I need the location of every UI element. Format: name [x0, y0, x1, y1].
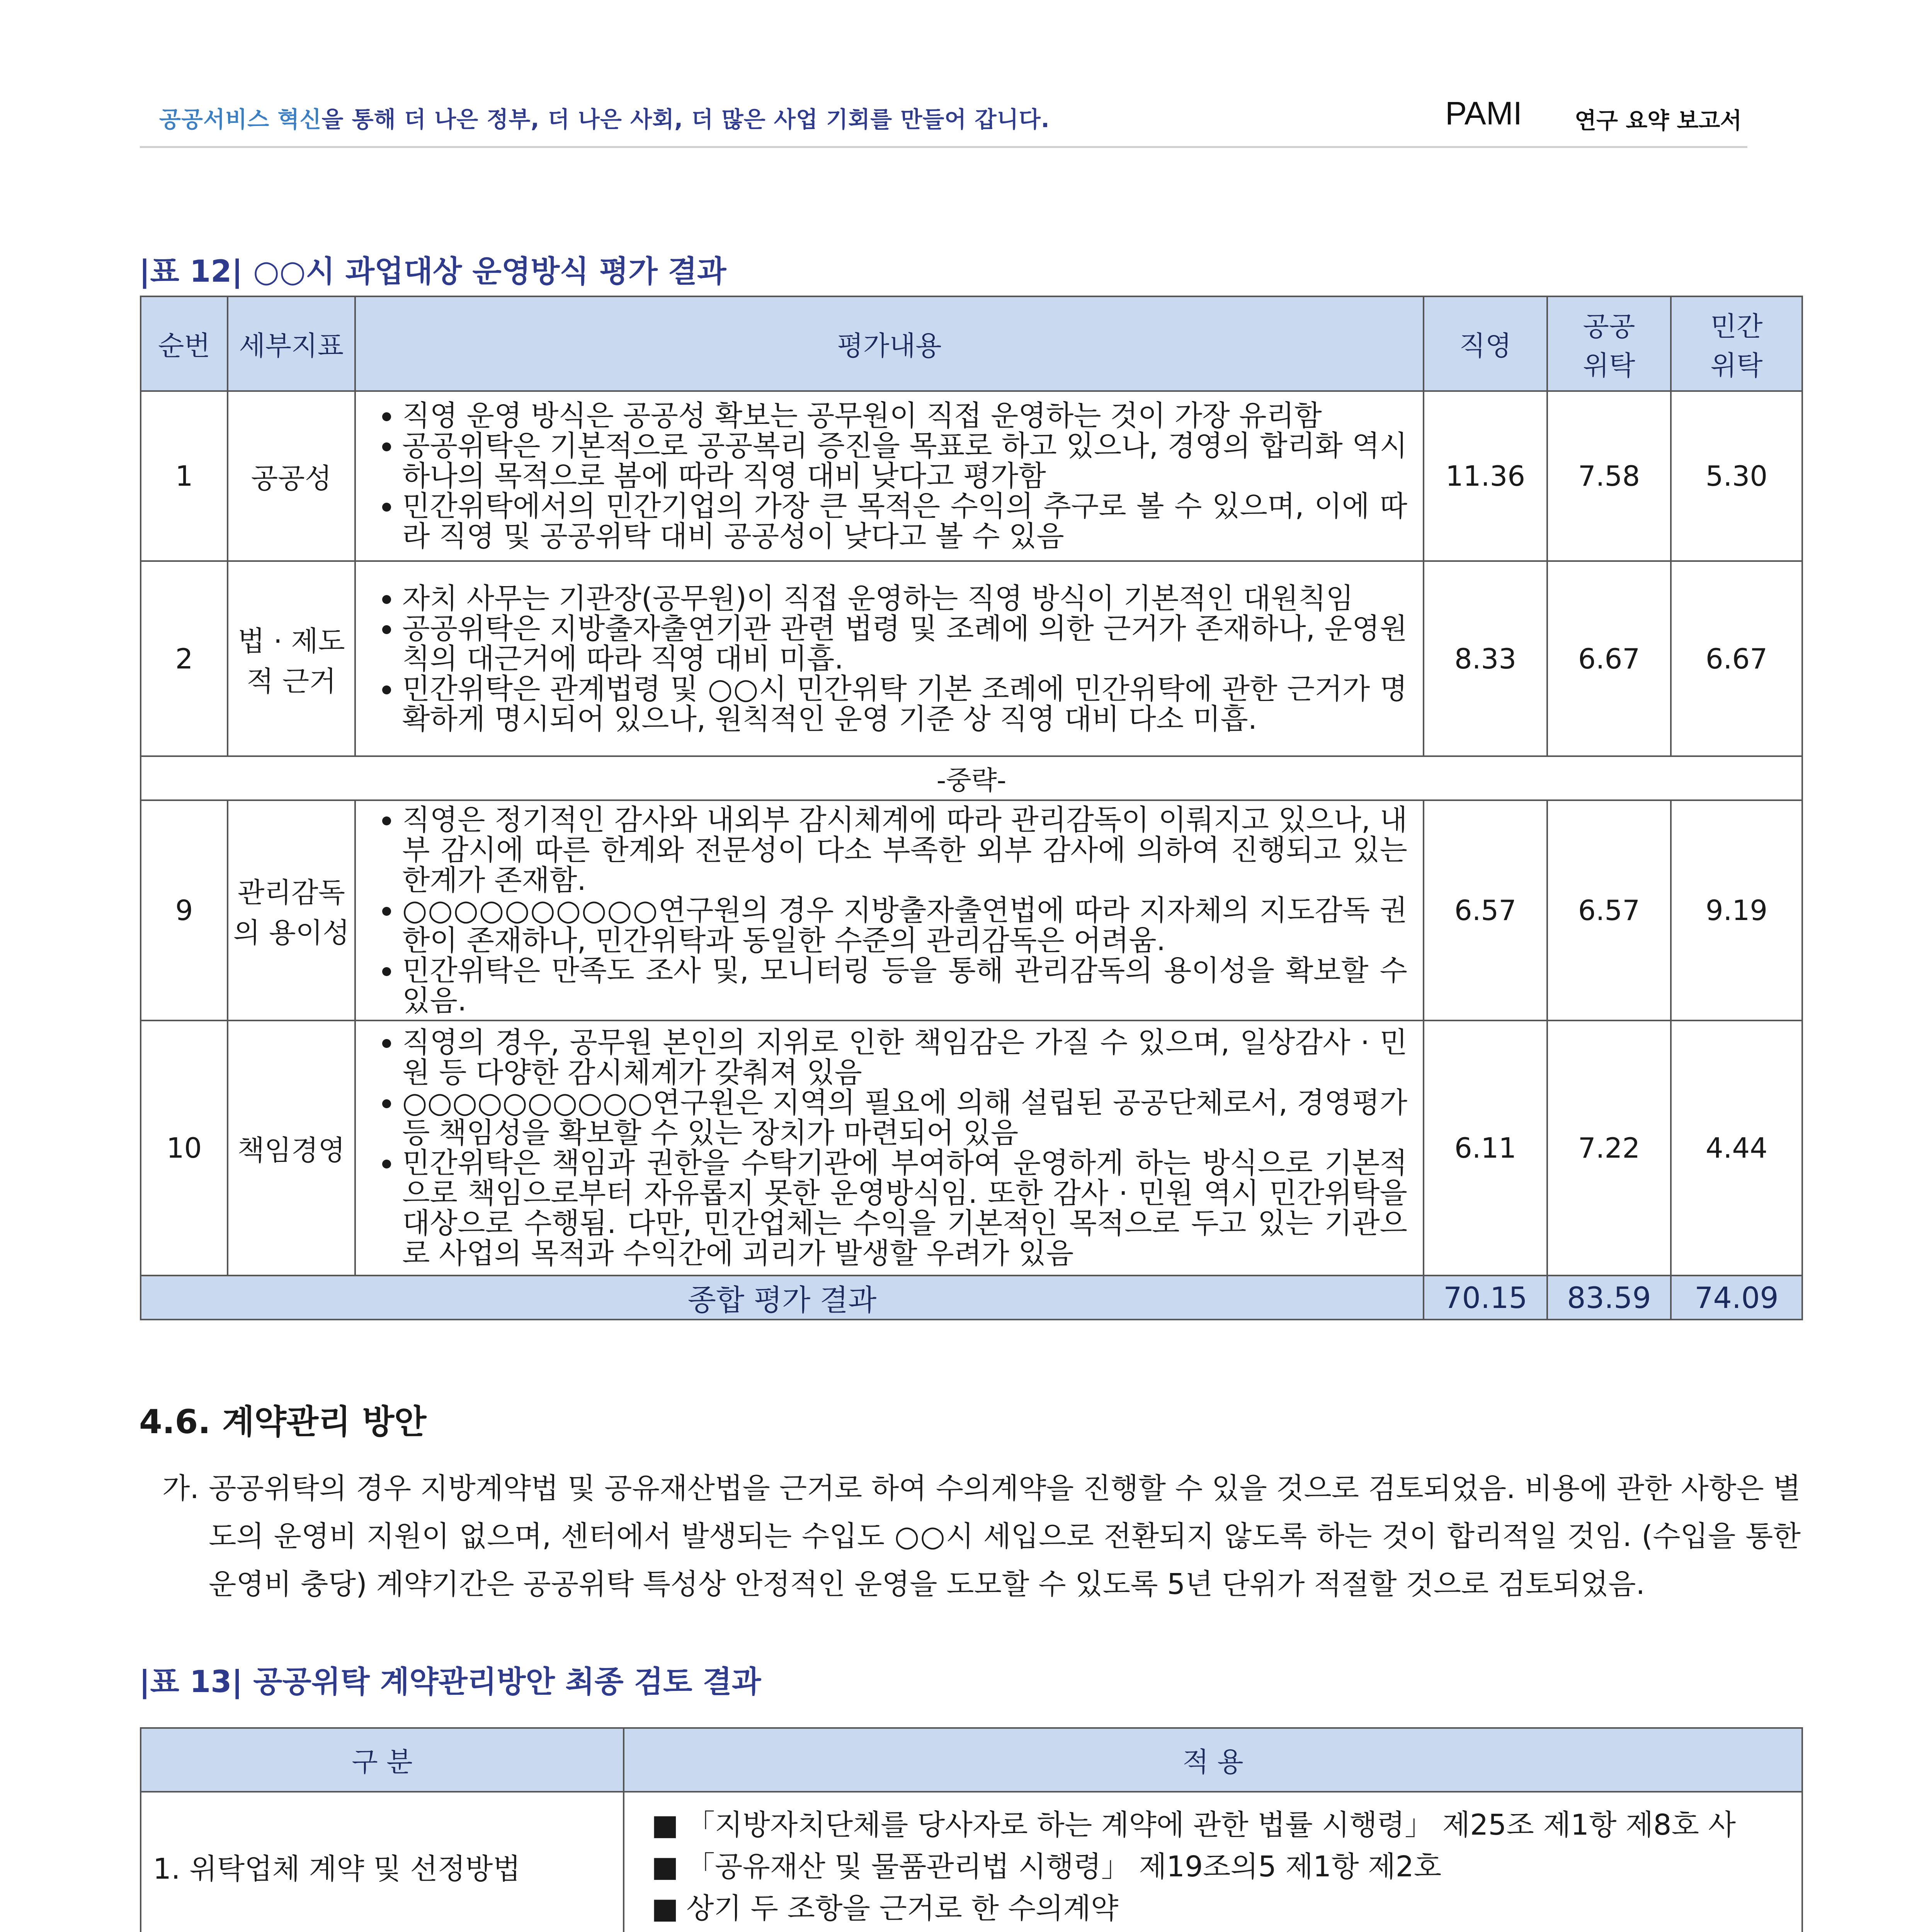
row-no: 9 [141, 800, 228, 1020]
content-bullet: • ○○○○○○○○○○연구원의 경우 지방출자출연법에 따라 지자체의 지도감독 권한이 존재하나, 민간위탁과 동일한 수준의 관리감독은 어려움. [402, 895, 1407, 956]
total-private: 74.09 [1671, 1276, 1802, 1320]
row-label: 1. 위탁업체 계약 및 선정방법 [141, 1792, 624, 1932]
table-row [141, 561, 1802, 756]
row-no: 2 [141, 561, 228, 756]
content-bullet: • 공공위탁은 기본적으로 공공복리 증진을 목표로 하고 있으나, 경영의 합리화 역시 하나의 목적으로 봄에 따라 직영 대비 낮다고 평가함 [402, 431, 1407, 491]
table12 [140, 296, 1803, 1320]
detail-bullet: ■ 상기 두 조항을 근거로 한 수의계약 [640, 1888, 1790, 1929]
score-public: 6.57 [1547, 800, 1671, 1020]
score-direct: 6.57 [1424, 800, 1547, 1020]
header-tagline [159, 101, 1050, 134]
score-public: 7.58 [1547, 391, 1671, 561]
row-indicator: 법 · 제도적 근거 [228, 561, 355, 756]
content-bullet: • 직영의 경우, 공무원 본인의 지위로 인한 책임감은 가질 수 있으며, 일상감사 · 민원 등 다양한 감시체계가 갖춰져 있음 [402, 1027, 1407, 1088]
item-marker: 가. [162, 1472, 199, 1505]
row-content [355, 800, 1424, 1020]
content-bullet: • ○○○○○○○○○○연구원은 지역의 필요에 의해 설립된 공공단체로서, 경영평가 등 책임성을 확보할 수 있는 장치가 마련되어 있음 [402, 1088, 1407, 1148]
th-direct: 직영 [1424, 296, 1547, 391]
th-no: 순번 [141, 296, 228, 391]
content-bullet: • 직영은 정기적인 감사와 내외부 감시체계에 따라 관리감독이 이뤄지고 있으나, 내부 감시에 따른 한계와 전문성이 다소 부족한 외부 감사에 의하여 진행되고 있는 한계가 존재함. [402, 805, 1407, 895]
table-row [141, 1792, 1802, 1932]
square-bullet-icon: ■ [651, 1892, 679, 1925]
table13-caption: |표 13| 공공위탁 계약관리방안 최종 검토 결과 [139, 1665, 761, 1699]
score-public: 7.22 [1547, 1020, 1671, 1276]
row-indicator: 공공성 [228, 391, 355, 561]
th-indicator: 세부지표 [228, 296, 355, 391]
row-indicator: 책임경영 [228, 1020, 355, 1276]
table13-header-row [141, 1728, 1802, 1792]
paragraph-body: 공공위탁의 경우 지방계약법 및 공유재산법을 근거로 하여 수의계약을 진행할 수 있을 것으로 검토되었음. 비용에 관한 사항은 별도의 운영비 지원이 없으며, 센터에서 발생되는 수입도 ○○시 세입으로 전환되지 않도록 하는 것이 합리적일 것임. (수입을 통한 운영비 충당) 계약기간은 공공위탁 특성상 안정적인 운영을 도모할 수 있도록 5년 단위가 적절할 것으로 검토되었음. [209, 1472, 1801, 1601]
detail-bullet: ■ 「지방자치단체를 당사자로 하는 계약에 관한 법률 시행령」 제25조 제1항 제8호 사 [640, 1804, 1790, 1846]
score-private: 5.30 [1671, 391, 1802, 561]
content-bullet: • 공공위탁은 지방출자출연기관 관련 법령 및 조례에 의한 근거가 존재하나, 운영원칙의 대근거에 따라 직영 대비 미흡. [402, 614, 1407, 674]
table-row [141, 391, 1802, 561]
content-bullet: • 민간위탁에서의 민간기업의 가장 큰 목적은 수익의 추구로 볼 수 있으며, 이에 따라 직영 및 공공위탁 대비 공공성이 낮다고 볼 수 있음 [402, 491, 1407, 551]
score-public: 6.67 [1547, 561, 1671, 756]
content-bullet: • 자치 사무는 기관장(공무원)이 직접 운영하는 직영 방식이 기본적인 대원칙임 [402, 583, 1407, 614]
table-row [141, 1020, 1802, 1276]
row-no: 10 [141, 1020, 228, 1276]
score-direct: 8.33 [1424, 561, 1547, 756]
content-bullet: • 직영 운영 방식은 공공성 확보는 공무원이 직접 운영하는 것이 가장 유리함 [402, 401, 1407, 431]
score-private: 4.44 [1671, 1020, 1802, 1276]
table12-header-row [141, 296, 1802, 391]
row-content [355, 1020, 1424, 1276]
content-bullet: • 민간위탁은 만족도 조사 및, 모니터링 등을 통해 관리감독의 용이성을 확보할 수 있음. [402, 956, 1407, 1016]
table13 [140, 1727, 1803, 1932]
omitted-note: -중략- [141, 756, 1802, 800]
table-row-omitted [141, 756, 1802, 800]
th-content: 평가내용 [355, 296, 1424, 391]
row-indicator: 관리감독의 용이성 [228, 800, 355, 1020]
row-content [355, 391, 1424, 561]
square-bullet-icon: ■ [651, 1808, 679, 1842]
row-no: 1 [141, 391, 228, 561]
row-detail [624, 1792, 1802, 1932]
table12-total-row [141, 1276, 1802, 1320]
total-label: 종합 평가 결과 [141, 1276, 1424, 1320]
th-private: 민간 위탁 [1671, 296, 1802, 391]
table-row [141, 800, 1802, 1020]
section-paragraph [162, 1464, 1801, 1608]
total-direct: 70.15 [1424, 1276, 1547, 1320]
score-private: 6.67 [1671, 561, 1802, 756]
square-bullet-icon: ■ [651, 1850, 679, 1883]
content-bullet: • 민간위탁은 책임과 권한을 수탁기관에 부여하여 운영하게 하는 방식으로 기본적으로 책임으로부터 자유롭지 못한 운영방식임. 또한 감사 · 민원 역시 민간위탁을 대상으로 수행됨. 다만, 민간업체는 수익을 기본적인 목적으로 두고 있는 기관으로 사업의 목적과 수익간에 괴리가 발생할 우려가 있음 [402, 1148, 1407, 1269]
section-title: 4.6. 계약관리 방안 [139, 1403, 427, 1441]
row-content [355, 561, 1424, 756]
detail-bullet: ■ 「공유재산 및 물품관리법 시행령」 제19조의5 제1항 제2호 [640, 1846, 1790, 1888]
content-bullet: • 민간위탁은 관계법령 및 ○○시 민간위탁 기본 조례에 민간위탁에 관한 근거가 명확하게 명시되어 있으나, 원칙적인 운영 기준 상 직영 대비 다소 미흡. [402, 674, 1407, 734]
score-private: 9.19 [1671, 800, 1802, 1020]
th-category: 구 분 [141, 1728, 624, 1792]
th-public: 공공 위탁 [1547, 296, 1671, 391]
th-application: 적 용 [624, 1728, 1802, 1792]
header-divider [140, 146, 1747, 148]
header-report-type: 연구 요약 보고서 [1575, 107, 1742, 134]
table12-caption: |표 12| ○○시 과업대상 운영방식 평가 결과 [139, 254, 726, 289]
tagline-highlight: 공공서비스 혁신 [159, 106, 322, 133]
header-brand: PAMI [1445, 95, 1522, 131]
total-public: 83.59 [1547, 1276, 1671, 1320]
tagline-rest: 을 통해 더 나은 정부, 더 나은 사회, 더 많은 사업 기회를 만들어 갑니다. [321, 106, 1050, 133]
score-direct: 11.36 [1424, 391, 1547, 561]
score-direct: 6.11 [1424, 1020, 1547, 1276]
